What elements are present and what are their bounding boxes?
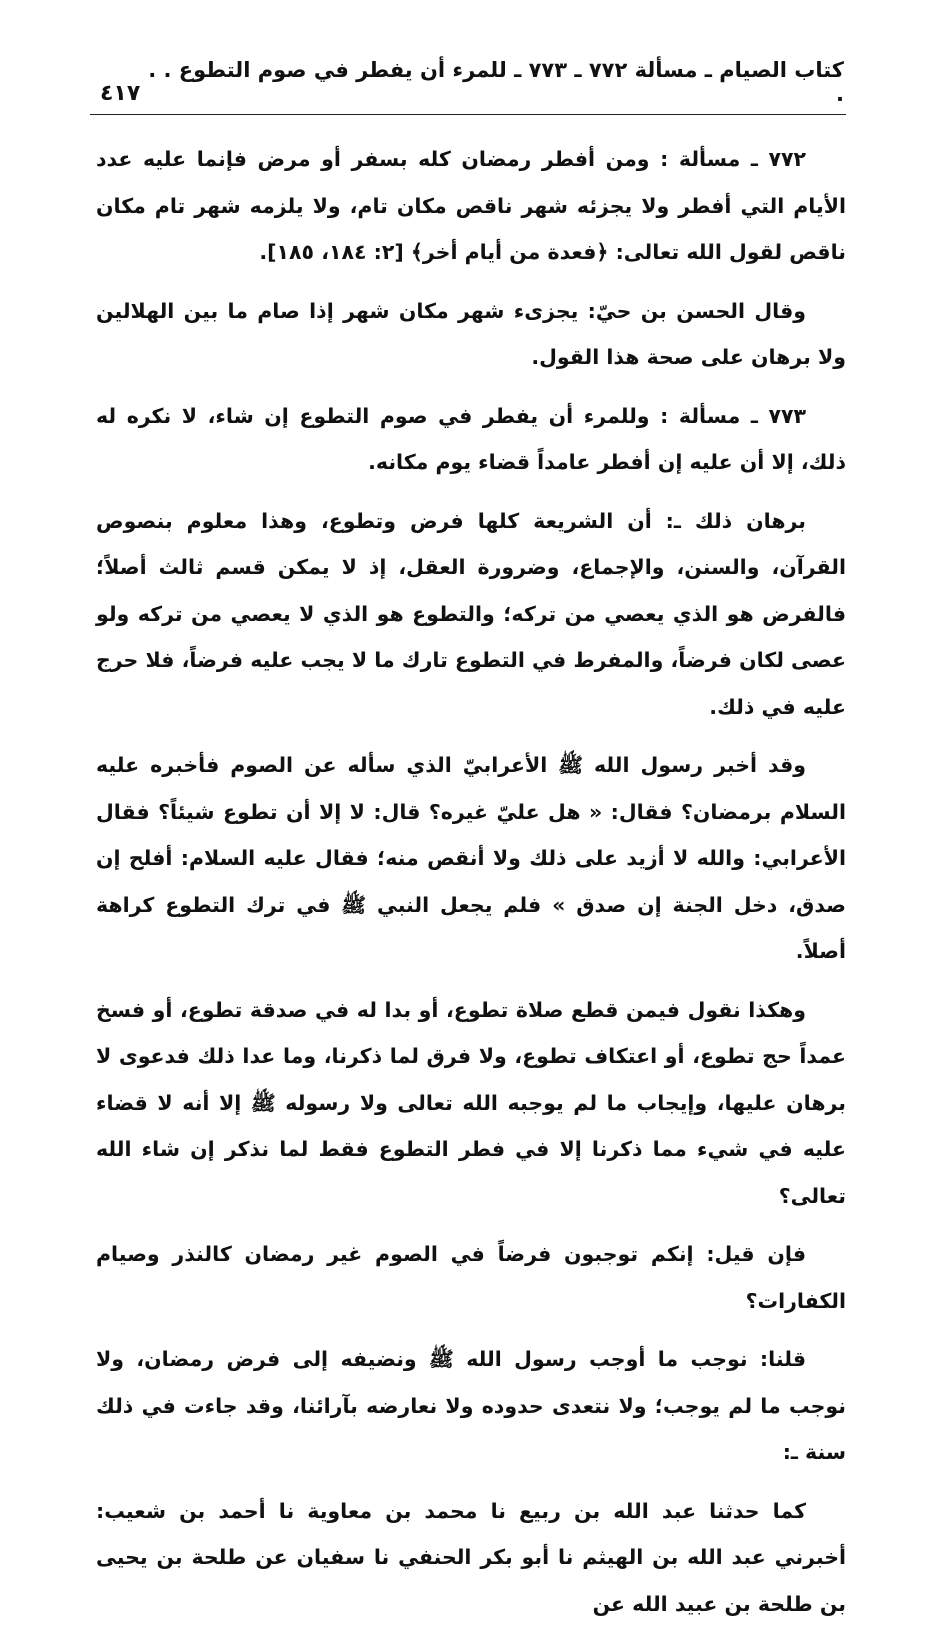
paragraph-text: وهكذا نقول فيمن قطع صلاة تطوع، أو بدا له في صدقة تطوع، أو فسخ عمداً حج تطوع، أو اعتكاف تطوع، ولا فرق لما ذكرنا، وما عدا ذلك فدعوى لا برهان عليها، وإيجاب ما لم يوجبه الله تعالى ولا رسوله ﷺ إلا أنه لا قضاء عليه في شيء مما ذكرنا إلا في فطر التطوع فقط لما نذكر إن شاء الله تعالى؟ bbox=[96, 997, 846, 1208]
masala-label: ٧٧٢ ـ مسألة : bbox=[660, 147, 806, 171]
header-title: كتاب الصيام ـ مسألة ٧٧٢ ـ ٧٧٣ ـ للمرء أن يفطر في صوم التطوع . . . bbox=[148, 58, 844, 106]
paragraph-hasan-ibn-hayy bbox=[96, 288, 846, 381]
verse-reference: [٢: ١٨٤، ١٨٥]. bbox=[259, 240, 404, 264]
quran-verse: ﴿فعدة من أيام أخر﴾ bbox=[410, 240, 609, 264]
header-rule bbox=[90, 114, 846, 115]
paragraph-isnad bbox=[96, 1488, 846, 1628]
paragraph-text: فإن قيل: إنكم توجبون فرضاً في الصوم غير رمضان كالنذر وصيام الكفارات؟ bbox=[96, 1242, 846, 1313]
paragraph-text: وقد أخبر رسول الله ﷺ الأعرابيّ الذي سأله عن الصوم فأخبره عليه السلام برمضان؟ فقال: « هل عليّ غيره؟ قال: لا إلا أن تطوع شيئاً؟ فقال الأعرابي: والله لا أزيد على ذلك ولا أنقص منه؛ فقال عليه السلام: أفلح إن صدق، دخل الجنة إن صدق » فلم يجعل النبي ﷺ في ترك التطوع كراهة أصلاً. bbox=[96, 753, 846, 963]
paragraph-proof bbox=[96, 498, 846, 731]
running-header bbox=[100, 58, 844, 106]
paragraph-text: قلنا: نوجب ما أوجب رسول الله ﷺ ونضيفه إلى فرض رمضان، ولا نوجب ما لم يوجب؛ ولا نتعدى حدوده ولا نعارضه بآرائنا، وقد جاءت في ذلك سنة ـ: bbox=[96, 1347, 846, 1464]
page-number: ٤١٧ bbox=[100, 81, 141, 106]
paragraph-hadith-bedouin bbox=[96, 742, 846, 975]
paragraph-text: ومن أفطر رمضان كله بسفر أو مرض فإنما عليه عدد الأيام التي أفطر ولا يجزئه شهر ناقص مكان تام، ولا يلزمه شهر تام مكان ناقص لقول الله تعالى: bbox=[96, 147, 846, 264]
paragraph-text: برهان ذلك ـ: أن الشريعة كلها فرض وتطوع، وهذا معلوم بنصوص القرآن، والسنن، والإجماع، وضرورة العقل، إذ لا يمكن قسم ثالث أصلاً؛ فالفرض هو الذي يعصي من تركه؛ والتطوع هو الذي لا يعصي من تركه ولو عصى لكان فرضاً، والمفرط في التطوع تارك ما لا يجب عليه فرضاً، فلا حرج عليه في ذلك. bbox=[96, 508, 846, 719]
body-text bbox=[96, 136, 846, 1639]
paragraph-reply bbox=[96, 1336, 846, 1476]
paragraph-text: وللمرء أن يفطر في صوم التطوع إن شاء، لا نكره له ذلك، إلا أن عليه إن أفطر عامداً قضاء يوم مكانه. bbox=[96, 403, 846, 474]
paragraph-objection bbox=[96, 1231, 846, 1324]
masala-label: ٧٧٣ ـ مسألة : bbox=[660, 403, 806, 428]
paragraph-text: كما حدثنا عبد الله بن ربيع نا محمد بن معاوية نا أحمد بن شعيب: أخبرني عبد الله بن الهيثم نا أبو بكر الحنفي نا سفيان عن طلحة بن يحيى بن طلحة بن عبيد الله عن bbox=[96, 1498, 846, 1616]
paragraph-masala-772 bbox=[96, 136, 846, 276]
paragraph-voluntary-acts bbox=[96, 987, 846, 1220]
paragraph-text: وقال الحسن بن حيّ: يجزىء شهر مكان شهر إذا صام ما بين الهلالين ولا برهان على صحة هذا القول. bbox=[96, 298, 846, 369]
paragraph-masala-773 bbox=[96, 393, 846, 486]
